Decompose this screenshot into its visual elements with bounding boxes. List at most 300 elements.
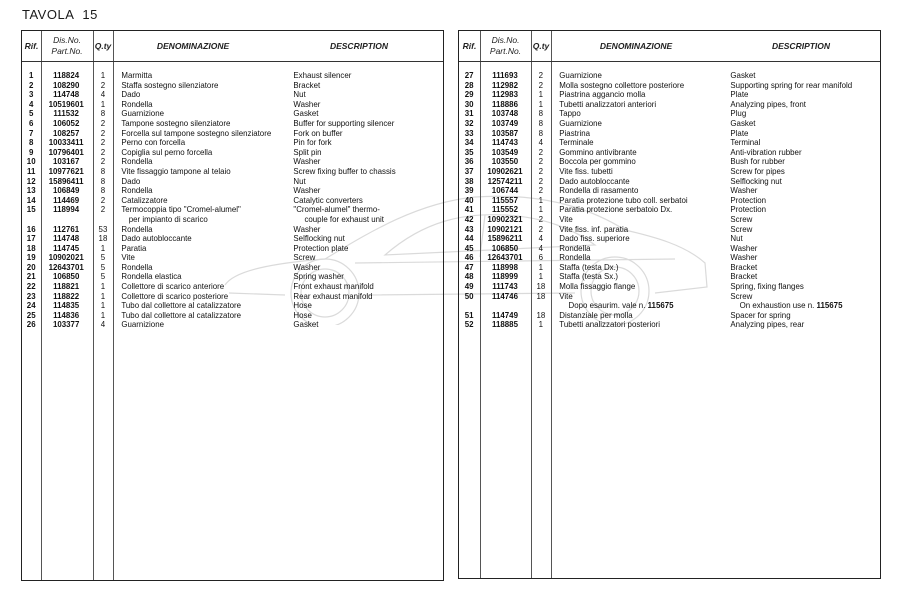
denominazione: Rondella — [121, 156, 153, 167]
quantity: 1 — [100, 309, 106, 320]
ref-number: 36 — [464, 156, 474, 167]
part-number: 118999 — [492, 271, 518, 282]
description: Front exhaust manifold — [293, 281, 374, 292]
description: Spacer for spring — [730, 309, 791, 320]
denominazione: Molla fissaggio flange — [559, 281, 636, 292]
table-row — [22, 320, 440, 330]
note-text: Dopo esaurim. vale n. — [568, 300, 646, 311]
part-number: 103587 — [491, 127, 519, 138]
description: Washer — [293, 261, 321, 272]
part-number: 108290 — [52, 79, 80, 90]
header-denominazione: DENOMINAZIONE — [156, 40, 230, 51]
denominazione: Rondella — [121, 185, 153, 196]
ref-number: 6 — [29, 117, 34, 128]
denominazione: Staffa (testa Dx.) — [559, 261, 619, 272]
part-number: 10519601 — [48, 98, 84, 109]
header-rif: Rif. — [462, 40, 477, 51]
part-number: 12643701 — [487, 252, 523, 263]
denominazione-continued: per impianto di scarico — [128, 213, 208, 224]
quantity: 1 — [100, 290, 106, 301]
quantity: 2 — [100, 156, 106, 167]
part-number: 103749 — [491, 117, 519, 128]
table-row — [459, 272, 877, 282]
description-cell — [293, 167, 395, 177]
ref-number: 44 — [464, 233, 474, 244]
description: Analyzing pipes, rear — [730, 319, 805, 330]
description: "Cromel-alumel" thermo- — [293, 204, 380, 215]
part-number: 103550 — [491, 156, 519, 167]
header-description: DESCRIPTION — [329, 40, 389, 51]
denominazione: Distanziale per molla — [559, 309, 633, 320]
quantity: 18 — [98, 233, 108, 244]
denominazione: Paratia protezione serbatoio Dx. — [559, 204, 673, 215]
ref-number: 8 — [29, 137, 34, 148]
description: Terminal — [730, 137, 761, 148]
ref-number: 3 — [29, 89, 34, 100]
description: Gasket — [293, 108, 319, 119]
part-number: 111693 — [492, 70, 518, 80]
note-text: On exhaustion use n. — [739, 300, 815, 311]
denominazione: Terminale — [559, 137, 594, 148]
ref-number: 13 — [26, 185, 36, 196]
quantity: 2 — [100, 137, 106, 148]
quantity: 8 — [538, 127, 544, 138]
denominazione: Rondella di rasamento — [559, 185, 639, 196]
description: Screw — [293, 252, 316, 263]
quantity: 18 — [536, 309, 546, 320]
denominazione: Tubetti analizzatori posteriori — [559, 319, 661, 330]
ref-number: 23 — [26, 290, 36, 301]
part-number: 111532 — [53, 108, 79, 119]
denominazione: Staffa (testa Sx.) — [559, 271, 619, 282]
quantity: 8 — [538, 108, 544, 119]
ref-number: 41 — [464, 204, 474, 215]
quantity: 5 — [100, 271, 106, 282]
ref-number: 52 — [464, 319, 474, 330]
part-number: 103549 — [491, 146, 519, 157]
part-number: 114743 — [492, 137, 518, 148]
denominazione: Guarnizione — [559, 117, 602, 128]
table-row — [22, 177, 440, 187]
title-label: TAVOLA — [22, 7, 75, 22]
denominazione: Staffa sostegno silenziatore — [121, 79, 219, 90]
quantity: 2 — [538, 79, 544, 90]
quantity: 2 — [100, 117, 106, 128]
part-number: 114748 — [53, 89, 80, 100]
ref-number: 4 — [29, 98, 34, 109]
quantity: 1 — [100, 300, 106, 311]
ref-number: 34 — [464, 137, 474, 148]
description: Gasket — [293, 319, 319, 330]
ref-number: 15 — [26, 204, 36, 215]
quantity: 8 — [100, 165, 106, 176]
denominazione: Boccola per gommino — [559, 156, 636, 167]
header-part-no-label: Part.No. — [489, 46, 522, 56]
description: Bracket — [730, 261, 758, 272]
ref-number: 28 — [464, 79, 474, 90]
quantity: 18 — [536, 290, 546, 301]
denominazione: Tubo dal collettore al catalizzatore — [121, 309, 242, 320]
denominazione: Guarnizione — [121, 319, 164, 330]
ref-number: 27 — [464, 70, 474, 80]
ref-number: 48 — [464, 271, 474, 282]
part-number: 114469 — [53, 194, 80, 205]
quantity: 8 — [538, 117, 544, 128]
part-number: 10796401 — [48, 146, 84, 157]
quantity: 18 — [536, 281, 546, 292]
ref-number: 11 — [27, 165, 36, 176]
denominazione: Termocoppia tipo "Cromel-alumel" — [121, 204, 241, 215]
description: Washer — [730, 185, 758, 196]
denominazione: Dado autobloccante — [121, 233, 192, 244]
denominazione: Tubo dal collettore al catalizzatore — [121, 300, 242, 311]
part-number: 114835 — [53, 300, 80, 311]
part-number: 106850 — [52, 271, 80, 282]
description: Rear exhaust manifold — [293, 290, 373, 301]
ref-number: 46 — [464, 252, 474, 263]
ref-number: 39 — [464, 185, 474, 196]
description: Washer — [293, 156, 321, 167]
ref-number: 22 — [26, 281, 36, 292]
table-row — [22, 90, 440, 100]
quantity: 1 — [538, 271, 544, 282]
description: Screw fixing buffer to chassis — [293, 165, 396, 176]
quantity: 8 — [100, 108, 106, 119]
description: Nut — [730, 233, 743, 244]
table-row — [22, 311, 440, 321]
ref-number: 51 — [464, 309, 474, 320]
table-row — [459, 81, 877, 91]
table-row — [22, 138, 440, 148]
denominazione-cell — [121, 205, 240, 224]
ref-number: 17 — [26, 233, 36, 244]
denominazione: Forcella sul tampone sostegno silenziatore — [121, 127, 272, 138]
description: Spring, fixing flanges — [730, 281, 804, 292]
note-part-number: 115675 — [816, 300, 843, 311]
ref-number: 42 — [464, 213, 474, 224]
denominazione: Molla sostegno collettore posteriore — [559, 79, 685, 90]
description: Nut — [293, 175, 306, 186]
quantity: 1 — [538, 89, 544, 100]
table-row — [459, 100, 877, 110]
quantity: 1 — [538, 261, 544, 272]
part-number: 10902021 — [48, 252, 84, 263]
table-row — [22, 71, 440, 81]
quantity: 2 — [538, 223, 544, 234]
quantity: 53 — [98, 223, 108, 234]
ref-number: 29 — [464, 89, 474, 100]
table-row — [459, 253, 877, 263]
header-dis-no: Dis.No. — [491, 35, 520, 45]
header-dis-no: Dis.No. — [53, 35, 81, 45]
header-qty: Q.ty — [94, 40, 112, 51]
quantity: 4 — [538, 137, 544, 148]
ref-number: 30 — [464, 98, 474, 109]
denominazione: Dado fiss. superiore — [559, 233, 630, 244]
denominazione: Rondella — [559, 252, 591, 263]
ref-number: 10 — [26, 156, 36, 167]
ref-number: 45 — [464, 242, 474, 253]
part-number: 15896211 — [487, 233, 523, 244]
ref-number: 50 — [464, 290, 474, 301]
part-number: 114836 — [53, 309, 80, 320]
description-cell — [293, 320, 318, 330]
denominazione: Piastrina aggancio molla — [559, 89, 646, 100]
quantity: 1 — [538, 194, 544, 205]
quantity: 2 — [100, 146, 106, 157]
table-row — [459, 109, 877, 119]
quantity: 5 — [100, 252, 106, 263]
table-row — [459, 263, 877, 273]
description: Supporting spring for rear manifold — [730, 79, 853, 90]
part-number: 112982 — [492, 79, 518, 90]
description: Bracket — [730, 271, 758, 282]
quantity: 6 — [538, 252, 544, 263]
table-row — [22, 129, 440, 139]
ref-number: 16 — [26, 223, 36, 234]
quantity: 1 — [100, 242, 106, 253]
quantity: 1 — [538, 319, 544, 330]
denominazione: Catalizzatore — [121, 194, 168, 205]
part-number: 118822 — [53, 290, 80, 301]
ref-number: 33 — [464, 127, 474, 138]
part-number: 115557 — [492, 194, 518, 205]
header-part-no-label: Part.No. — [51, 46, 83, 56]
denominazione: Tappo — [559, 108, 581, 119]
table-row — [459, 129, 877, 139]
part-number: 15896411 — [48, 175, 84, 186]
denominazione: Rondella — [121, 223, 153, 234]
quantity: 8 — [100, 185, 106, 196]
description-cell — [293, 205, 384, 224]
denominazione: Vite fiss. inf. paratia — [559, 223, 629, 234]
description: Fork on buffer — [293, 127, 343, 138]
part-number: 112761 — [53, 223, 80, 234]
denominazione: Copiglia sul perno forcella — [121, 146, 213, 157]
denominazione: Tubetti analizzatori anteriori — [559, 98, 657, 109]
quantity: 1 — [538, 204, 544, 215]
quantity: 2 — [538, 165, 544, 176]
ref-number: 5 — [29, 108, 34, 119]
denominazione: Collettore di scarico posteriore — [121, 290, 229, 301]
description-cell — [730, 292, 842, 311]
ref-number: 37 — [464, 165, 474, 176]
table-row — [22, 253, 440, 263]
description: Nut — [293, 89, 306, 100]
denominazione: Perno con forcella — [121, 137, 186, 148]
part-number: 111743 — [492, 281, 518, 292]
denominazione: Dado — [121, 89, 141, 100]
quantity: 1 — [100, 281, 106, 292]
description: Washer — [293, 185, 321, 196]
header-divider — [459, 61, 880, 62]
quantity: 1 — [100, 98, 106, 109]
description: Gasket — [730, 70, 756, 80]
table-row — [459, 177, 877, 187]
table-row — [459, 90, 877, 100]
table-row — [22, 225, 440, 235]
part-number: 118994 — [53, 204, 80, 215]
part-number: 10977621 — [48, 165, 84, 176]
part-number: 118885 — [492, 319, 518, 330]
denominazione: Vite fissaggio tampone al telaio — [121, 165, 231, 176]
part-number: 118998 — [492, 261, 518, 272]
denominazione: Dado autobloccante — [559, 175, 630, 186]
description: Protection plate — [293, 242, 349, 253]
denominazione: Piastrina — [559, 127, 591, 138]
description: Screw — [730, 290, 753, 301]
denominazione: Marmitta — [121, 70, 153, 80]
table-row — [459, 119, 877, 129]
quantity: 2 — [100, 194, 106, 205]
description: Screw — [730, 223, 753, 234]
ref-number: 9 — [29, 146, 34, 157]
description: Selflocking nut — [293, 233, 345, 244]
part-number: 118886 — [492, 98, 518, 109]
description: Protection — [730, 194, 767, 205]
ref-number: 49 — [464, 281, 474, 292]
description: Plate — [730, 127, 749, 138]
part-number: 106052 — [52, 117, 80, 128]
denominazione: Vite — [559, 290, 573, 301]
table-row — [459, 148, 877, 158]
quantity: 4 — [100, 89, 106, 100]
ref-number: 31 — [464, 108, 474, 119]
table-row — [459, 282, 877, 292]
description: Buffer for supporting silencer — [293, 117, 395, 128]
ref-number: 19 — [26, 252, 36, 263]
description: Hose — [293, 309, 312, 320]
header-description: DESCRIPTION — [771, 40, 831, 51]
quantity: 2 — [538, 146, 544, 157]
denominazione: Paratia protezione tubo coll. serbatoi — [559, 194, 688, 205]
part-number: 103167 — [52, 156, 80, 167]
description: Hose — [293, 300, 312, 311]
quantity: 2 — [100, 204, 106, 215]
ref-number: 35 — [464, 146, 474, 157]
denominazione-cell — [121, 320, 164, 330]
quantity: 2 — [100, 79, 106, 90]
table-row — [22, 100, 440, 110]
part-number: 106744 — [491, 185, 519, 196]
description: Bracket — [293, 79, 321, 90]
table-row — [22, 148, 440, 158]
page-title — [22, 7, 98, 22]
ref-number: 32 — [464, 117, 474, 128]
denominazione: Paratia — [121, 242, 147, 253]
description: Catalytic converters — [293, 194, 363, 205]
part-number: 103377 — [52, 319, 80, 330]
description: Analyzing pipes, front — [730, 98, 806, 109]
description: Gasket — [730, 117, 756, 128]
table-body-left — [22, 71, 443, 330]
table-row — [459, 234, 877, 244]
quantity: 1 — [100, 70, 106, 80]
denominazione: Vite — [559, 213, 573, 224]
quantity: 2 — [100, 127, 106, 138]
description: Bush for rubber — [730, 156, 785, 167]
table-row — [22, 81, 440, 91]
ref-number: 14 — [26, 194, 36, 205]
quantity: 8 — [100, 175, 106, 186]
quantity: 2 — [538, 156, 544, 167]
table-row — [22, 244, 440, 254]
ref-number: 21 — [26, 271, 36, 282]
description: Anti-vibration rubber — [730, 146, 802, 157]
part-number: 12574211 — [487, 175, 523, 186]
header-part-no — [41, 31, 93, 61]
description: Washer — [293, 223, 321, 234]
table-row — [459, 292, 877, 311]
part-number: 118821 — [53, 281, 80, 292]
parts-table-left — [21, 30, 444, 581]
header-rif: Rif. — [24, 40, 39, 51]
part-number: 115552 — [492, 204, 518, 215]
description: Washer — [730, 252, 758, 263]
table-number: 15 — [82, 7, 98, 22]
part-number: 12643701 — [48, 261, 84, 272]
description-cell — [730, 320, 804, 330]
quantity: 5 — [100, 261, 106, 272]
part-number: 114745 — [53, 242, 80, 253]
denominazione: Guarnizione — [559, 70, 602, 80]
table-row — [22, 234, 440, 244]
table-row — [22, 263, 440, 273]
ref-number: 25 — [26, 309, 36, 320]
table-row — [459, 311, 877, 321]
quantity: 2 — [538, 70, 544, 80]
description-continued: couple for exhaust unit — [304, 213, 385, 224]
description: Plate — [730, 89, 749, 100]
part-number: 118824 — [53, 70, 80, 80]
description: Selflocking nut — [730, 175, 782, 186]
parts-table-right — [458, 30, 881, 579]
description: Washer — [293, 98, 321, 109]
denominazione: Gommino antivibrante — [559, 146, 637, 157]
table-row — [22, 272, 440, 282]
description: Screw — [730, 213, 753, 224]
quantity: 2 — [538, 185, 544, 196]
description: Protection — [730, 204, 767, 215]
ref-number: 24 — [26, 300, 36, 311]
ref-number: 1 — [29, 70, 34, 80]
ref-number: 26 — [26, 319, 36, 330]
part-number: 108257 — [52, 127, 80, 138]
description: Split pin — [293, 146, 322, 157]
part-number: 114748 — [53, 233, 80, 244]
table-row — [459, 320, 877, 330]
denominazione: Tampone sostegno silenziatore — [121, 117, 231, 128]
ref-number: 20 — [26, 261, 36, 272]
denominazione-cell — [559, 205, 672, 215]
ref-number: 43 — [464, 223, 474, 234]
denominazione: Collettore di scarico anteriore — [121, 281, 225, 292]
ref-number: 2 — [29, 79, 34, 90]
denominazione: Guarnizione — [121, 108, 164, 119]
quantity: 4 — [100, 319, 106, 330]
denominazione: Vite — [121, 252, 135, 263]
quantity: 1 — [538, 98, 544, 109]
header-denominazione: DENOMINAZIONE — [599, 40, 673, 51]
part-number: 10902321 — [487, 213, 523, 224]
part-number: 106849 — [52, 185, 80, 196]
ref-number: 38 — [464, 175, 474, 186]
ref-number: 12 — [26, 175, 36, 186]
table-row — [22, 282, 440, 292]
part-number: 112983 — [492, 89, 518, 100]
header-part-no — [480, 31, 531, 61]
description: Washer — [730, 242, 758, 253]
